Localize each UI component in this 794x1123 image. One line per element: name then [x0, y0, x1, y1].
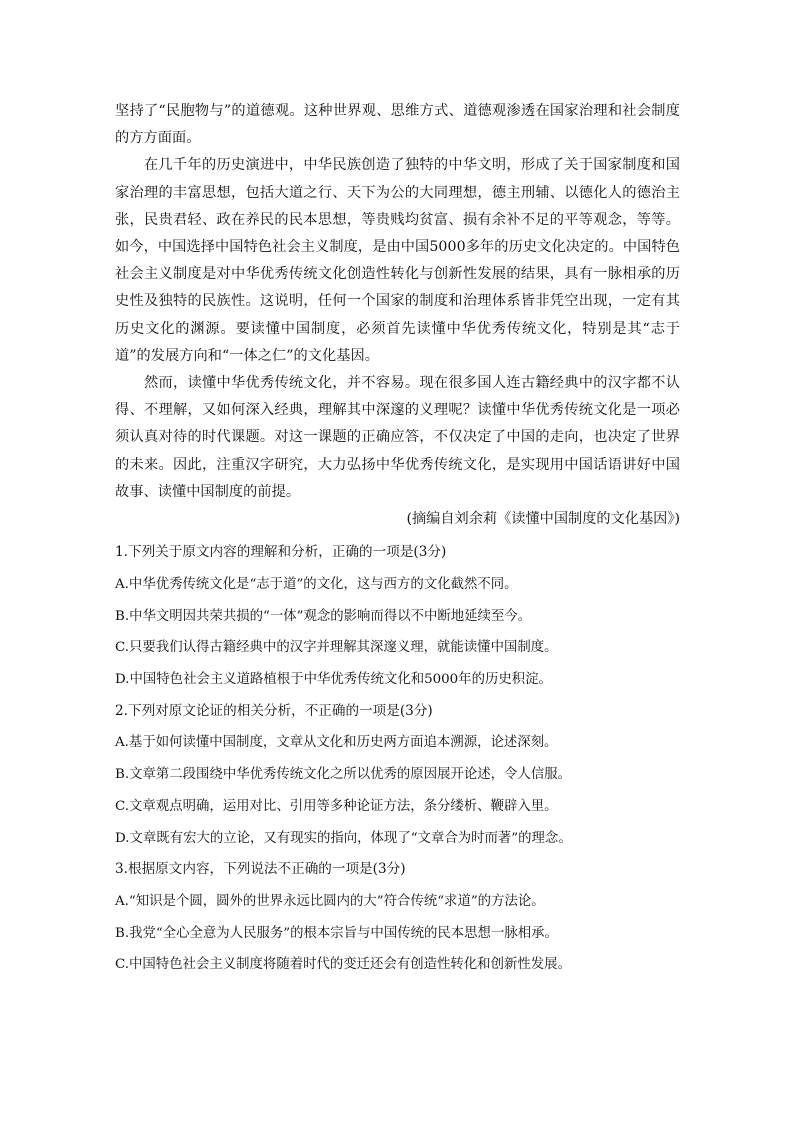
option-d: D.文章既有宏大的立论，又有现实的指向，体现了“文章合为时而著”的理念。 [115, 830, 572, 846]
option-c: C.中国特色社会主义制度将随着时代的变迁还会有创造性转化和创新性发展。 [115, 957, 571, 973]
questions-section [115, 537, 680, 981]
document-content [115, 98, 680, 981]
option-a: A.基于如何读懂中国制度，文章从文化和历史两方面追本溯源，论述深刻。 [115, 735, 558, 751]
option-c: C.文章观点明确，运用对比、引用等多种论证方法，条分缕析、鞭辟入里。 [115, 798, 558, 814]
question-stem: 2.下列对原文论证的相关分析，不正确的一项是(3分) [115, 702, 433, 719]
option-b: B.中华文明因共荣共损的“一体”观念的影响而得以不中断地延续至今。 [115, 608, 532, 624]
question-2 [115, 696, 680, 855]
option-b: B.文章第二段围绕中华优秀传统文化之所以优秀的原因展开论述，令人信服。 [115, 767, 571, 783]
question-stem: 1.下列关于原文内容的理解和分析，正确的一项是(3分) [115, 544, 447, 561]
option-a: A.“知识是个圆，圆外的世界永远比圆内的大”符合传统“求道”的方法论。 [115, 893, 545, 909]
passage-source: (摘编自刘余莉《读懂中国制度的文化基因》) [406, 511, 680, 528]
question-1 [115, 537, 680, 696]
option-b: B.我党“全心全意为人民服务”的根本宗旨与中国传统的民本思想一脉相承。 [115, 925, 558, 941]
question-3 [115, 854, 680, 981]
question-stem: 3.根据原文内容，下列说法不正确的一项是(3分) [115, 861, 406, 878]
passage-paragraph-3: 然而，读懂中华优秀传统文化，并不容易。现在很多国人连古籍经典中的汉字都不认得、不理解，又如何深入经典，理解其中深邃的义理呢？读懂中华优秀传统文化是一项必须认真对待的时代课题。对这一课题的正确应答，不仅决定了中国的走向，也决定了世界的未来。因此，注重汉字研究，大力弘扬中华优秀传统文化，是实现用中国话语讲好中国故事、读懂中国制度的前提。 [115, 375, 680, 500]
option-d: D.中国特色社会主义道路植根于中华优秀传统文化和5000年的历史积淀。 [115, 672, 552, 688]
passage-paragraph-2: 在几千年的历史演进中，中华民族创造了独特的中华文明，形成了关于国家制度和国家治理的丰富思想，包括大道之行、天下为公的大同理想，德主刑辅、以德化人的德治主张，民贵君轻、政在养民的民本思想，等贵贱均贫富、损有余补不足的平等观念，等等。如今，中国选择中国特色社会主义制度，是由中国5000多年的历史文化决定的。中国特色社会主义制度是对中华优秀传统文化创造性转化与创新性发展的结果，具有一脉相承的历史性及独特的民族性。这说明，任何一个国家的制度和治理体系皆非凭空出现，一定有其历史文化的渊源。要读懂中国制度，必须首先读懂中华优秀传统文化，特别是其“志于道”的发展方向和“一体之仁”的文化基因。 [115, 157, 680, 364]
passage-paragraph-continued: 坚持了“民胞物与”的道德观。这种世界观、思维方式、道德观渗透在国家治理和社会制度的方方面面。 [115, 103, 680, 147]
option-c: C.只要我们认得古籍经典中的汉字并理解其深邃义理，就能读懂中国制度。 [115, 640, 558, 656]
option-a: A.中华优秀传统文化是“志于道”的文化，这与西方的文化截然不同。 [115, 576, 518, 592]
